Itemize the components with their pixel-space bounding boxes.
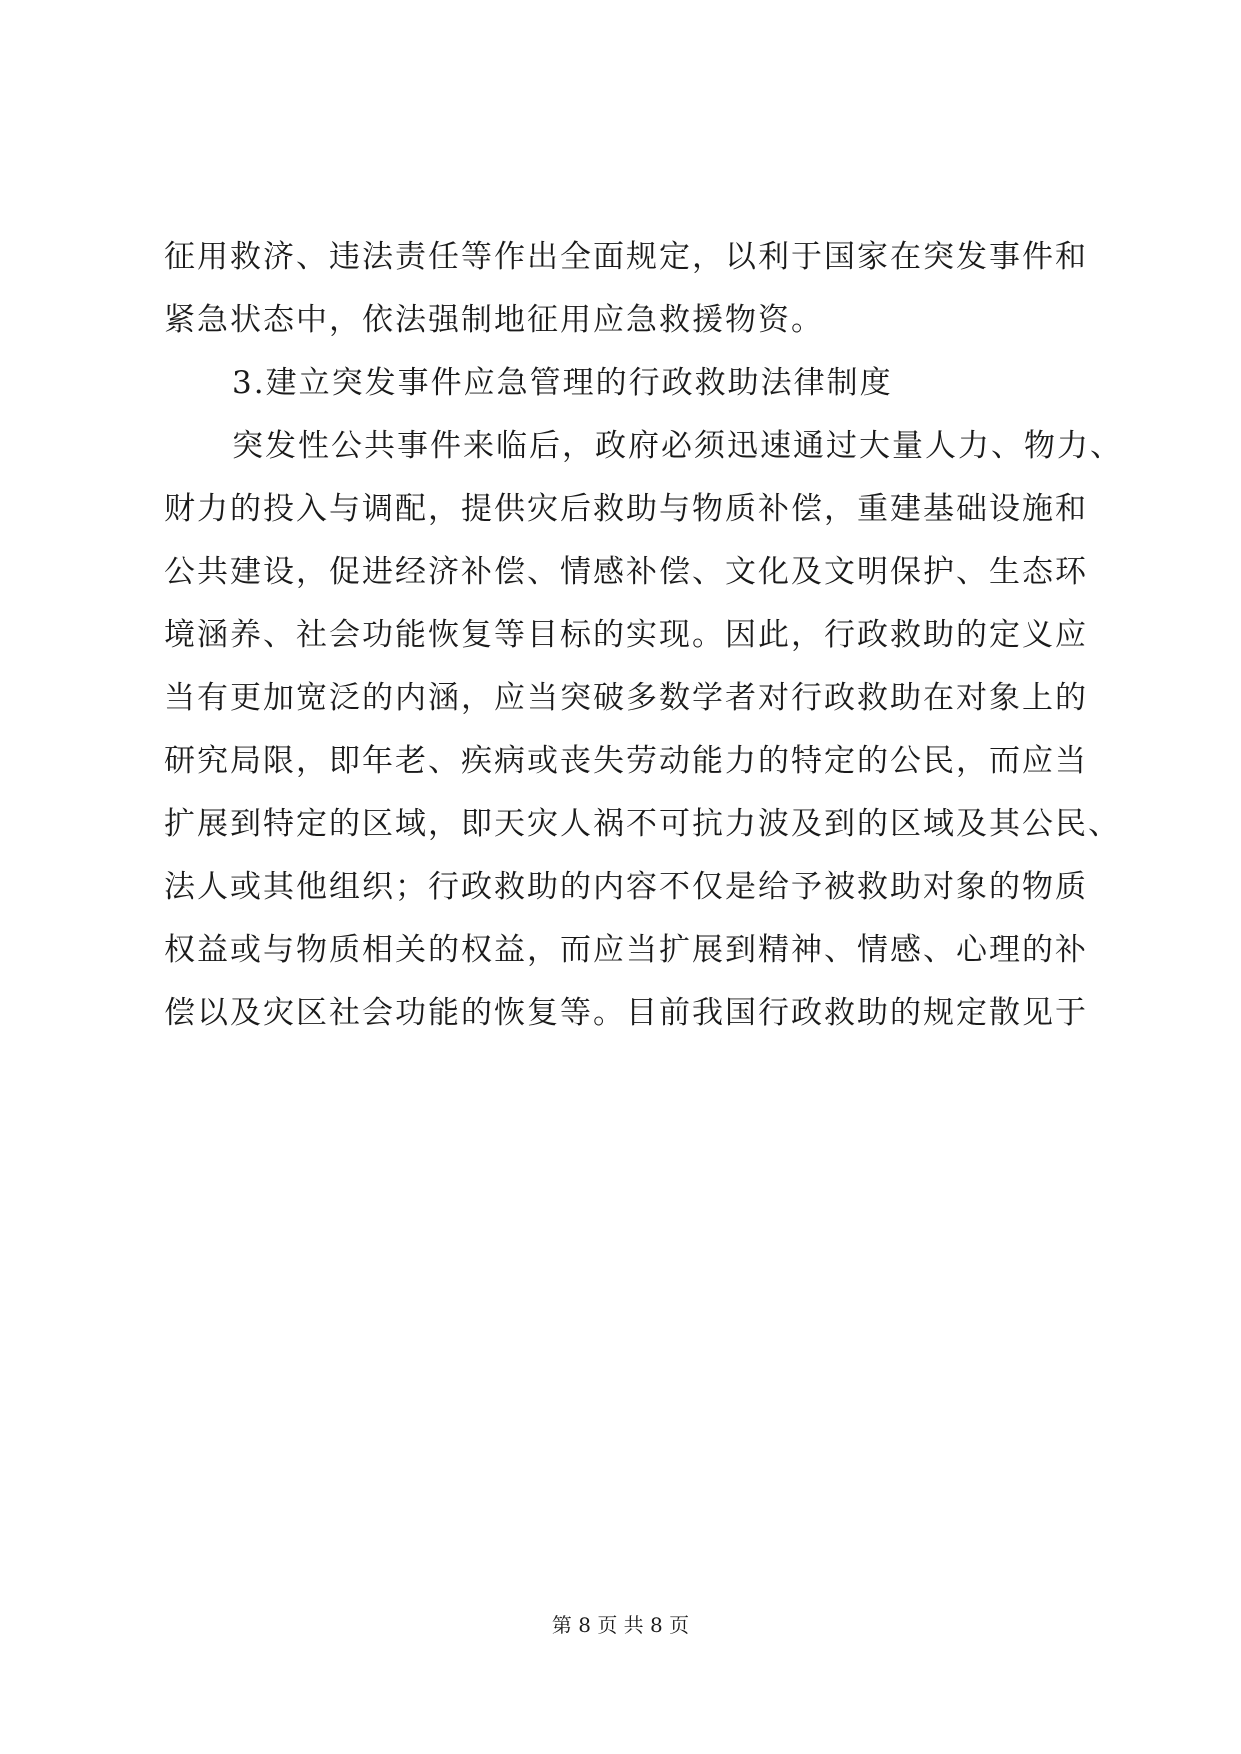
text-line: 扩展到特定的区域，即天灾人祸不可抗力波及到的区域及其公民、 [164, 806, 1121, 842]
text-line: 研究局限，即年老、疾病或丧失劳动能力的特定的公民，而应当 [164, 743, 1088, 779]
text-line: 权益或与物质相关的权益，而应当扩展到精神、情感、心理的补 [164, 932, 1088, 968]
page-number-footer: 第 8 页 共 8 页 [551, 1613, 690, 1637]
text-line: 征用救济、违法责任等作出全面规定，以利于国家在突发事件和 [164, 239, 1088, 275]
text-line: 突发性公共事件来临后，政府必须迅速通过大量人力、物力、 [232, 428, 1123, 464]
section-heading: 3.建立突发事件应急管理的行政救助法律制度 [232, 365, 893, 401]
text-line: 当有更加宽泛的内涵，应当突破多数学者对行政救助在对象上的 [164, 680, 1088, 716]
text-line: 公共建设，促进经济补偿、情感补偿、文化及文明保护、生态环 [164, 554, 1088, 590]
text-line: 偿以及灾区社会功能的恢复等。目前我国行政救助的规定散见于 [164, 995, 1088, 1031]
text-line: 境涵养、社会功能恢复等目标的实现。因此，行政救助的定义应 [164, 617, 1088, 653]
text-line: 紧急状态中，依法强制地征用应急救援物资。 [164, 302, 824, 338]
body-text [164, 226, 1123, 1045]
text-line: 法人或其他组织；行政救助的内容不仅是给予被救助对象的物质 [164, 869, 1088, 905]
text-line: 财力的投入与调配，提供灾后救助与物质补偿，重建基础设施和 [164, 491, 1088, 527]
